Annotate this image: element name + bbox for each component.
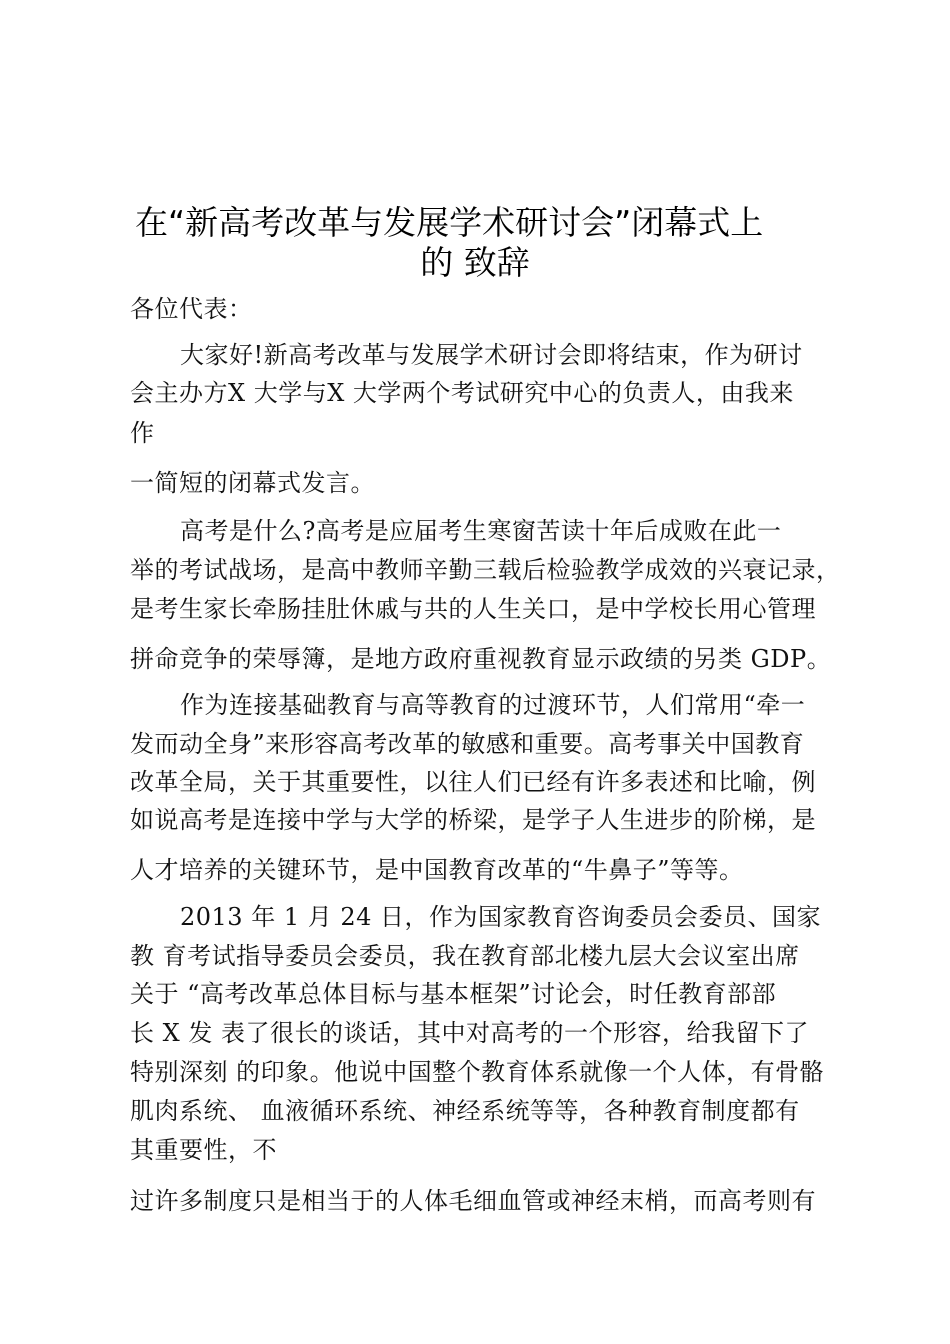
paragraph-line: 作为连接基础教育与高等教育的过渡环节，人们常用“牵一 <box>180 691 806 719</box>
document-title-line-2: 的 致辞 <box>420 243 530 282</box>
paragraph-line: 拼命竞争的荣辱簿，是地方政府重视教育显示政绩的另类 GDP。 <box>130 645 832 673</box>
paragraph-line: 举的考试战场，是高中教师辛勤三载后检验教学成效的兴衰记录， <box>130 556 841 584</box>
paragraph-line: 大家好!新高考改革与发展学术研讨会即将结束，作为研讨 <box>180 341 803 369</box>
paragraph-line: 特别深刻 的印象。他说中国整个教育体系就像一个人体，有骨骼 <box>130 1058 825 1086</box>
paragraph-line: 肌肉系统、 血液循环系统、神经系统等等，各种教育制度都有 <box>130 1097 800 1125</box>
salutation: 各位代表： <box>130 295 253 323</box>
paragraph-line: 其重要性，不 <box>130 1136 277 1164</box>
paragraph-line: 是考生家长牵肠挂肚休戚与共的人生关口，是中学校长用心管理 <box>130 595 816 623</box>
paragraph-line: 长 X 发 表了很长的谈话，其中对高考的一个形容，给我留下了 <box>130 1019 809 1047</box>
paragraph-line: 作 <box>130 419 155 447</box>
paragraph-line: 2013 年 1 月 24 日，作为国家教育咨询委员会委员、国家 <box>180 903 822 931</box>
paragraph-line: 教 育考试指导委员会委员，我在教育部北楼九层大会议室出席 <box>130 942 800 970</box>
document-title-line-1: 在“新高考改革与发展学术研讨会”闭幕式上 <box>135 203 764 242</box>
paragraph-line: 关于 “高考改革总体目标与基本框架”讨论会，时任教育部部 <box>130 980 777 1008</box>
paragraph-line: 一简短的闭幕式发言。 <box>130 469 375 497</box>
paragraph-line: 如说高考是连接中学与大学的桥梁，是学子人生进步的阶梯，是 <box>130 806 816 834</box>
paragraph-line: 改革全局，关于其重要性，以往人们已经有许多表述和比喻，例 <box>130 768 816 796</box>
paragraph-line: 发而动全身”来形容高考改革的敏感和重要。高考事关中国教育 <box>130 730 805 758</box>
paragraph-line: 人才培养的关键环节，是中国教育改革的“牛鼻子”等等。 <box>130 856 744 884</box>
paragraph-line: 会主办方X 大学与X 大学两个考试研究中心的负责人，由我来 <box>130 379 794 407</box>
paragraph-line: 高考是什么?高考是应届考生寒窗苦读十年后成败在此一 <box>180 517 782 545</box>
paragraph-line: 过许多制度只是相当于的人体毛细血管或神经末梢，而高考则有 <box>130 1187 816 1215</box>
